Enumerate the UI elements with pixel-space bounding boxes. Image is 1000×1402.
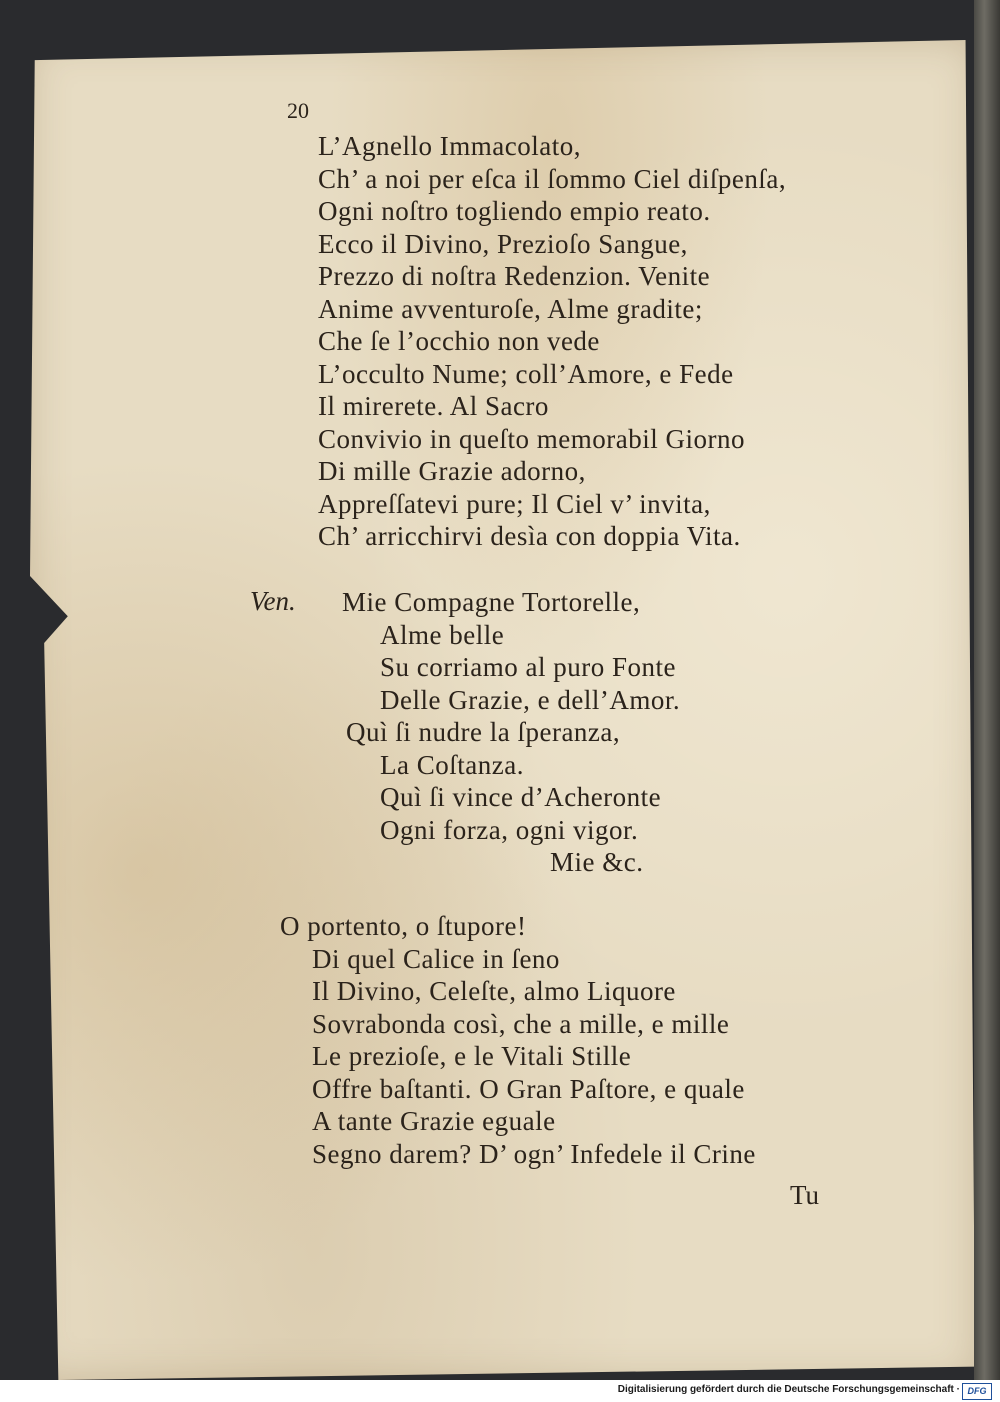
text-line: Ogni noſtro togliendo empio reato. — [318, 196, 711, 226]
text-line: Il mirerete. Al Sacro — [318, 391, 549, 421]
text-line: Anime avventuroſe, Alme gradite; — [318, 293, 703, 324]
recitative-block — [318, 130, 786, 553]
catchword: Tu — [790, 1180, 820, 1210]
aria-line: Mie Compagne Tortorelle, — [342, 587, 641, 617]
text-line: L’Agnello Immacolato, — [318, 131, 581, 161]
aria-line: Quì ſi nudre la ſperanza, — [346, 717, 621, 747]
page-number: 20 — [287, 98, 309, 123]
aria-line: La Coſtanza. — [380, 749, 524, 780]
funding-notice: Digitalisierung gefördert durch die Deutsche Forschungsgemeinschaft · — [617, 1384, 960, 1395]
text-line: Le prezioſe, e le Vitali Stille — [312, 1041, 632, 1071]
text-line: A tante Grazie eguale — [312, 1106, 556, 1136]
dfg-logo-icon: DFG — [962, 1383, 992, 1400]
aria-line: Alme belle — [380, 619, 505, 650]
aria-line: Ogni forza, ogni vigor. — [380, 814, 639, 845]
aria-line: Delle Grazie, e dell’Amor. — [380, 684, 681, 715]
digitization-footer — [0, 1380, 1000, 1402]
text-line: Sovrabonda così, che a mille, e mille — [312, 1008, 730, 1039]
text-line: Di quel Calice in ſeno — [312, 943, 560, 974]
text-line: Ecco il Divino, Prezioſo Sangue, — [318, 228, 688, 259]
text-line: Appreſſatevi pure; Il Ciel v’ invita, — [318, 488, 711, 519]
text-line: Ch’ a noi per eſca il ſommo Ciel diſpenſa, — [318, 163, 787, 194]
text-line: O portento, o ſtupore! — [280, 911, 527, 941]
text-line: L’occulto Nume; coll’Amore, e Fede — [318, 358, 734, 389]
book-spine — [974, 0, 1000, 1402]
speaker-label: Ven. — [250, 586, 296, 616]
text-line: Il Divino, Celeſte, almo Liquore — [312, 976, 676, 1006]
text-line: Convivio in queſto memorabil Giorno — [318, 423, 745, 454]
aria-block — [342, 586, 680, 879]
text-line: Prezzo di noſtra Redenzion. Venite — [318, 261, 711, 291]
text-line: Segno darem? D’ ogn’ Infedele il Crine — [312, 1138, 756, 1169]
text-line: Ch’ arricchirvi desìa con doppia Vita. — [318, 521, 741, 551]
text-line: Di mille Grazie adorno, — [318, 456, 586, 486]
aria-line: Quì ſi vince d’Acheronte — [380, 782, 662, 812]
aria-line: Su corriamo al puro Fonte — [380, 652, 676, 682]
text-line: Offre baſtanti. O Gran Paſtore, e quale — [312, 1073, 745, 1104]
text-line: Che ſe l’occhio non vede — [318, 326, 600, 356]
recitative-block-2 — [280, 910, 756, 1170]
aria-repeat-line: Mie &c. — [550, 847, 644, 877]
